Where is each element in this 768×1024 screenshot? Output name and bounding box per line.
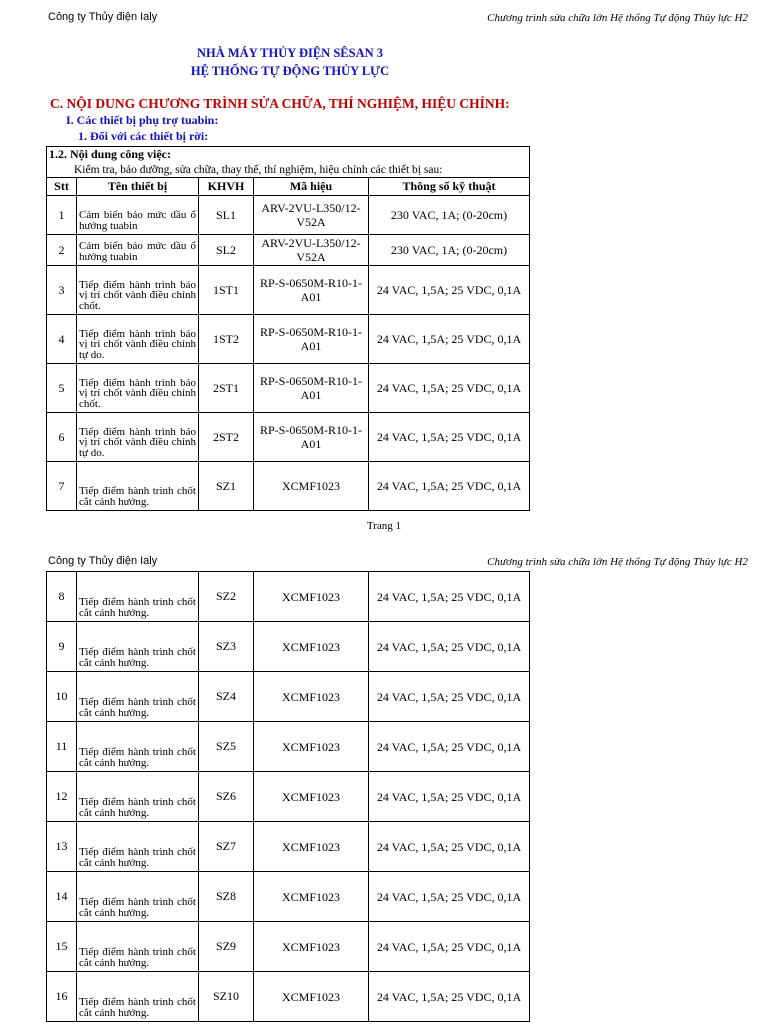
table-row: [47, 266, 530, 315]
cell-device-name: Tiếp điểm hành trình chốt cắt cánh hướng.: [77, 622, 199, 672]
col-header-khvh: KHVH: [199, 178, 254, 196]
cell-code: XCMF1023: [254, 772, 369, 822]
table-row: [47, 622, 530, 672]
header-program: Chương trình sửa chữa lớn Hệ thống Tự động Thủy lực H2: [487, 12, 748, 24]
cell-code: ARV-2VU-L350/12-V52A: [254, 235, 369, 266]
cell-spec: 230 VAC, 1A; (0-20cm): [369, 196, 530, 235]
work-content-text: Kiểm tra, bảo dưỡng, sửa chữa, thay thế, thí nghiệm, hiệu chỉnh các thiết bị sau:: [47, 162, 530, 178]
document-page-2: [0, 545, 768, 1024]
section-c-heading: C. NỘI DUNG CHƯƠNG TRÌNH SỬA CHỮA, THÍ NGHIỆM, HIỆU CHỈNH:: [50, 96, 510, 111]
header-company: Công ty Thủy điện Ialy: [48, 555, 158, 567]
equipment-table-page1: [46, 146, 530, 511]
section-i-heading: I. Các thiết bị phụ trợ tuabin:: [66, 113, 219, 127]
cell-device-name: Tiếp điểm hành trình chốt cắt cánh hướng.: [77, 572, 199, 622]
table-row: [47, 462, 530, 511]
cell-code: XCMF1023: [254, 462, 369, 511]
cell-khvh: 2ST1: [199, 364, 254, 413]
cell-spec: 230 VAC, 1A; (0-20cm): [369, 235, 530, 266]
table-row: [47, 235, 530, 266]
cell-khvh: SZ9: [199, 922, 254, 972]
cell-spec: 24 VAC, 1,5A; 25 VDC, 0,1A: [369, 413, 530, 462]
cell-spec: 24 VAC, 1,5A; 25 VDC, 0,1A: [369, 672, 530, 722]
cell-stt: 5: [47, 364, 77, 413]
cell-spec: 24 VAC, 1,5A; 25 VDC, 0,1A: [369, 972, 530, 1022]
cell-spec: 24 VAC, 1,5A; 25 VDC, 0,1A: [369, 622, 530, 672]
cell-khvh: SZ5: [199, 722, 254, 772]
cell-stt: 13: [47, 822, 77, 872]
table-row: [47, 196, 530, 235]
cell-stt: 16: [47, 972, 77, 1022]
cell-spec: 24 VAC, 1,5A; 25 VDC, 0,1A: [369, 266, 530, 315]
section-1-heading: 1. Đối với các thiết bị rời:: [78, 129, 209, 143]
cell-stt: 10: [47, 672, 77, 722]
cell-code: XCMF1023: [254, 722, 369, 772]
cell-code: RP-S-0650M-R10-1-A01: [254, 364, 369, 413]
cell-stt: 11: [47, 722, 77, 772]
cell-khvh: SZ8: [199, 872, 254, 922]
col-header-stt: Stt: [47, 178, 77, 196]
cell-khvh: SZ2: [199, 572, 254, 622]
cell-spec: 24 VAC, 1,5A; 25 VDC, 0,1A: [369, 462, 530, 511]
table-row: [47, 972, 530, 1022]
cell-spec: 24 VAC, 1,5A; 25 VDC, 0,1A: [369, 772, 530, 822]
cell-device-name: Tiếp điểm hành trình chốt cắt cánh hướng.: [77, 722, 199, 772]
cell-khvh: 2ST2: [199, 413, 254, 462]
cell-khvh: SZ7: [199, 822, 254, 872]
cell-spec: 24 VAC, 1,5A; 25 VDC, 0,1A: [369, 572, 530, 622]
equipment-table-page2: [46, 571, 530, 1022]
document-title-line1: NHÀ MÁY THỦY ĐIỆN SÊSAN 3: [196, 46, 384, 60]
cell-spec: 24 VAC, 1,5A; 25 VDC, 0,1A: [369, 872, 530, 922]
table-row: [47, 672, 530, 722]
cell-spec: 24 VAC, 1,5A; 25 VDC, 0,1A: [369, 722, 530, 772]
cell-spec: 24 VAC, 1,5A; 25 VDC, 0,1A: [369, 822, 530, 872]
cell-device-name: Tiếp điểm hành trình báo vị trí chốt vành điều chỉnh tự do.: [77, 315, 199, 364]
cell-stt: 2: [47, 235, 77, 266]
table-row: [47, 822, 530, 872]
work-content-title: 1.2. Nội dung công việc:: [47, 147, 530, 163]
cell-stt: 8: [47, 572, 77, 622]
cell-stt: 6: [47, 413, 77, 462]
cell-device-name: Tiếp điểm hành trình chốt cắt cánh hướng.: [77, 772, 199, 822]
cell-device-name: Tiếp điểm hành trình chốt cắt cánh hướng.: [77, 922, 199, 972]
cell-device-name: Cảm biến báo mức dầu ổ hướng tuabin: [77, 196, 199, 235]
table-row: [47, 772, 530, 822]
cell-device-name: Tiếp điểm hành trình báo vị trí chốt vành điều chỉnh tự do.: [77, 413, 199, 462]
cell-spec: 24 VAC, 1,5A; 25 VDC, 0,1A: [369, 922, 530, 972]
cell-stt: 4: [47, 315, 77, 364]
document-title-line2: HỆ THỐNG TỰ ĐỘNG THỦY LỰC: [190, 64, 390, 78]
cell-code: RP-S-0650M-R10-1-A01: [254, 266, 369, 315]
cell-device-name: Tiếp điểm hành trình chốt cắt cánh hướng.: [77, 872, 199, 922]
cell-khvh: 1ST2: [199, 315, 254, 364]
cell-device-name: Tiếp điểm hành trình báo vị trí chốt vành điều chỉnh chốt.: [77, 266, 199, 315]
cell-device-name: Tiếp điểm hành trình chốt cắt cánh hướng.: [77, 822, 199, 872]
cell-stt: 12: [47, 772, 77, 822]
cell-device-name: Cảm biến báo mức dầu ổ hướng tuabin: [77, 235, 199, 266]
table-row: [47, 922, 530, 972]
cell-khvh: SL1: [199, 196, 254, 235]
cell-code: XCMF1023: [254, 972, 369, 1022]
cell-khvh: SZ6: [199, 772, 254, 822]
cell-code: XCMF1023: [254, 672, 369, 722]
cell-khvh: SZ4: [199, 672, 254, 722]
cell-code: ARV-2VU-L350/12-V52A: [254, 196, 369, 235]
cell-code: RP-S-0650M-R10-1-A01: [254, 413, 369, 462]
table-row: [47, 722, 530, 772]
cell-stt: 7: [47, 462, 77, 511]
cell-stt: 1: [47, 196, 77, 235]
cell-device-name: Tiếp điểm hành trình báo vị trí chốt vành điều chỉnh chốt.: [77, 364, 199, 413]
cell-stt: 3: [47, 266, 77, 315]
col-header-name: Tên thiết bị: [77, 178, 199, 196]
cell-khvh: 1ST1: [199, 266, 254, 315]
header-program: Chương trình sửa chữa lớn Hệ thống Tự động Thủy lực H2: [487, 556, 748, 568]
cell-khvh: SZ3: [199, 622, 254, 672]
cell-code: XCMF1023: [254, 922, 369, 972]
col-header-code: Mã hiệu: [254, 178, 369, 196]
cell-device-name: Tiếp điểm hành trình chốt cắt cánh hướng.: [77, 972, 199, 1022]
cell-spec: 24 VAC, 1,5A; 25 VDC, 0,1A: [369, 315, 530, 364]
cell-stt: 15: [47, 922, 77, 972]
cell-stt: 9: [47, 622, 77, 672]
cell-device-name: Tiếp điểm hành trình chốt cắt cánh hướng.: [77, 462, 199, 511]
table-row: [47, 572, 530, 622]
page-number: Trang 1: [366, 520, 402, 532]
cell-code: XCMF1023: [254, 872, 369, 922]
cell-code: XCMF1023: [254, 622, 369, 672]
table-row: [47, 364, 530, 413]
cell-code: RP-S-0650M-R10-1-A01: [254, 315, 369, 364]
table-row: [47, 413, 530, 462]
table-header-row: [47, 178, 530, 196]
table-row: [47, 872, 530, 922]
cell-spec: 24 VAC, 1,5A; 25 VDC, 0,1A: [369, 364, 530, 413]
header-company: Công ty Thủy điện Ialy: [48, 11, 158, 23]
cell-code: XCMF1023: [254, 822, 369, 872]
cell-khvh: SZ10: [199, 972, 254, 1022]
cell-stt: 14: [47, 872, 77, 922]
cell-device-name: Tiếp điểm hành trình chốt cắt cánh hướng.: [77, 672, 199, 722]
table-row: [47, 315, 530, 364]
cell-code: XCMF1023: [254, 572, 369, 622]
cell-khvh: SL2: [199, 235, 254, 266]
cell-khvh: SZ1: [199, 462, 254, 511]
col-header-spec: Thông số kỹ thuật: [369, 178, 530, 196]
